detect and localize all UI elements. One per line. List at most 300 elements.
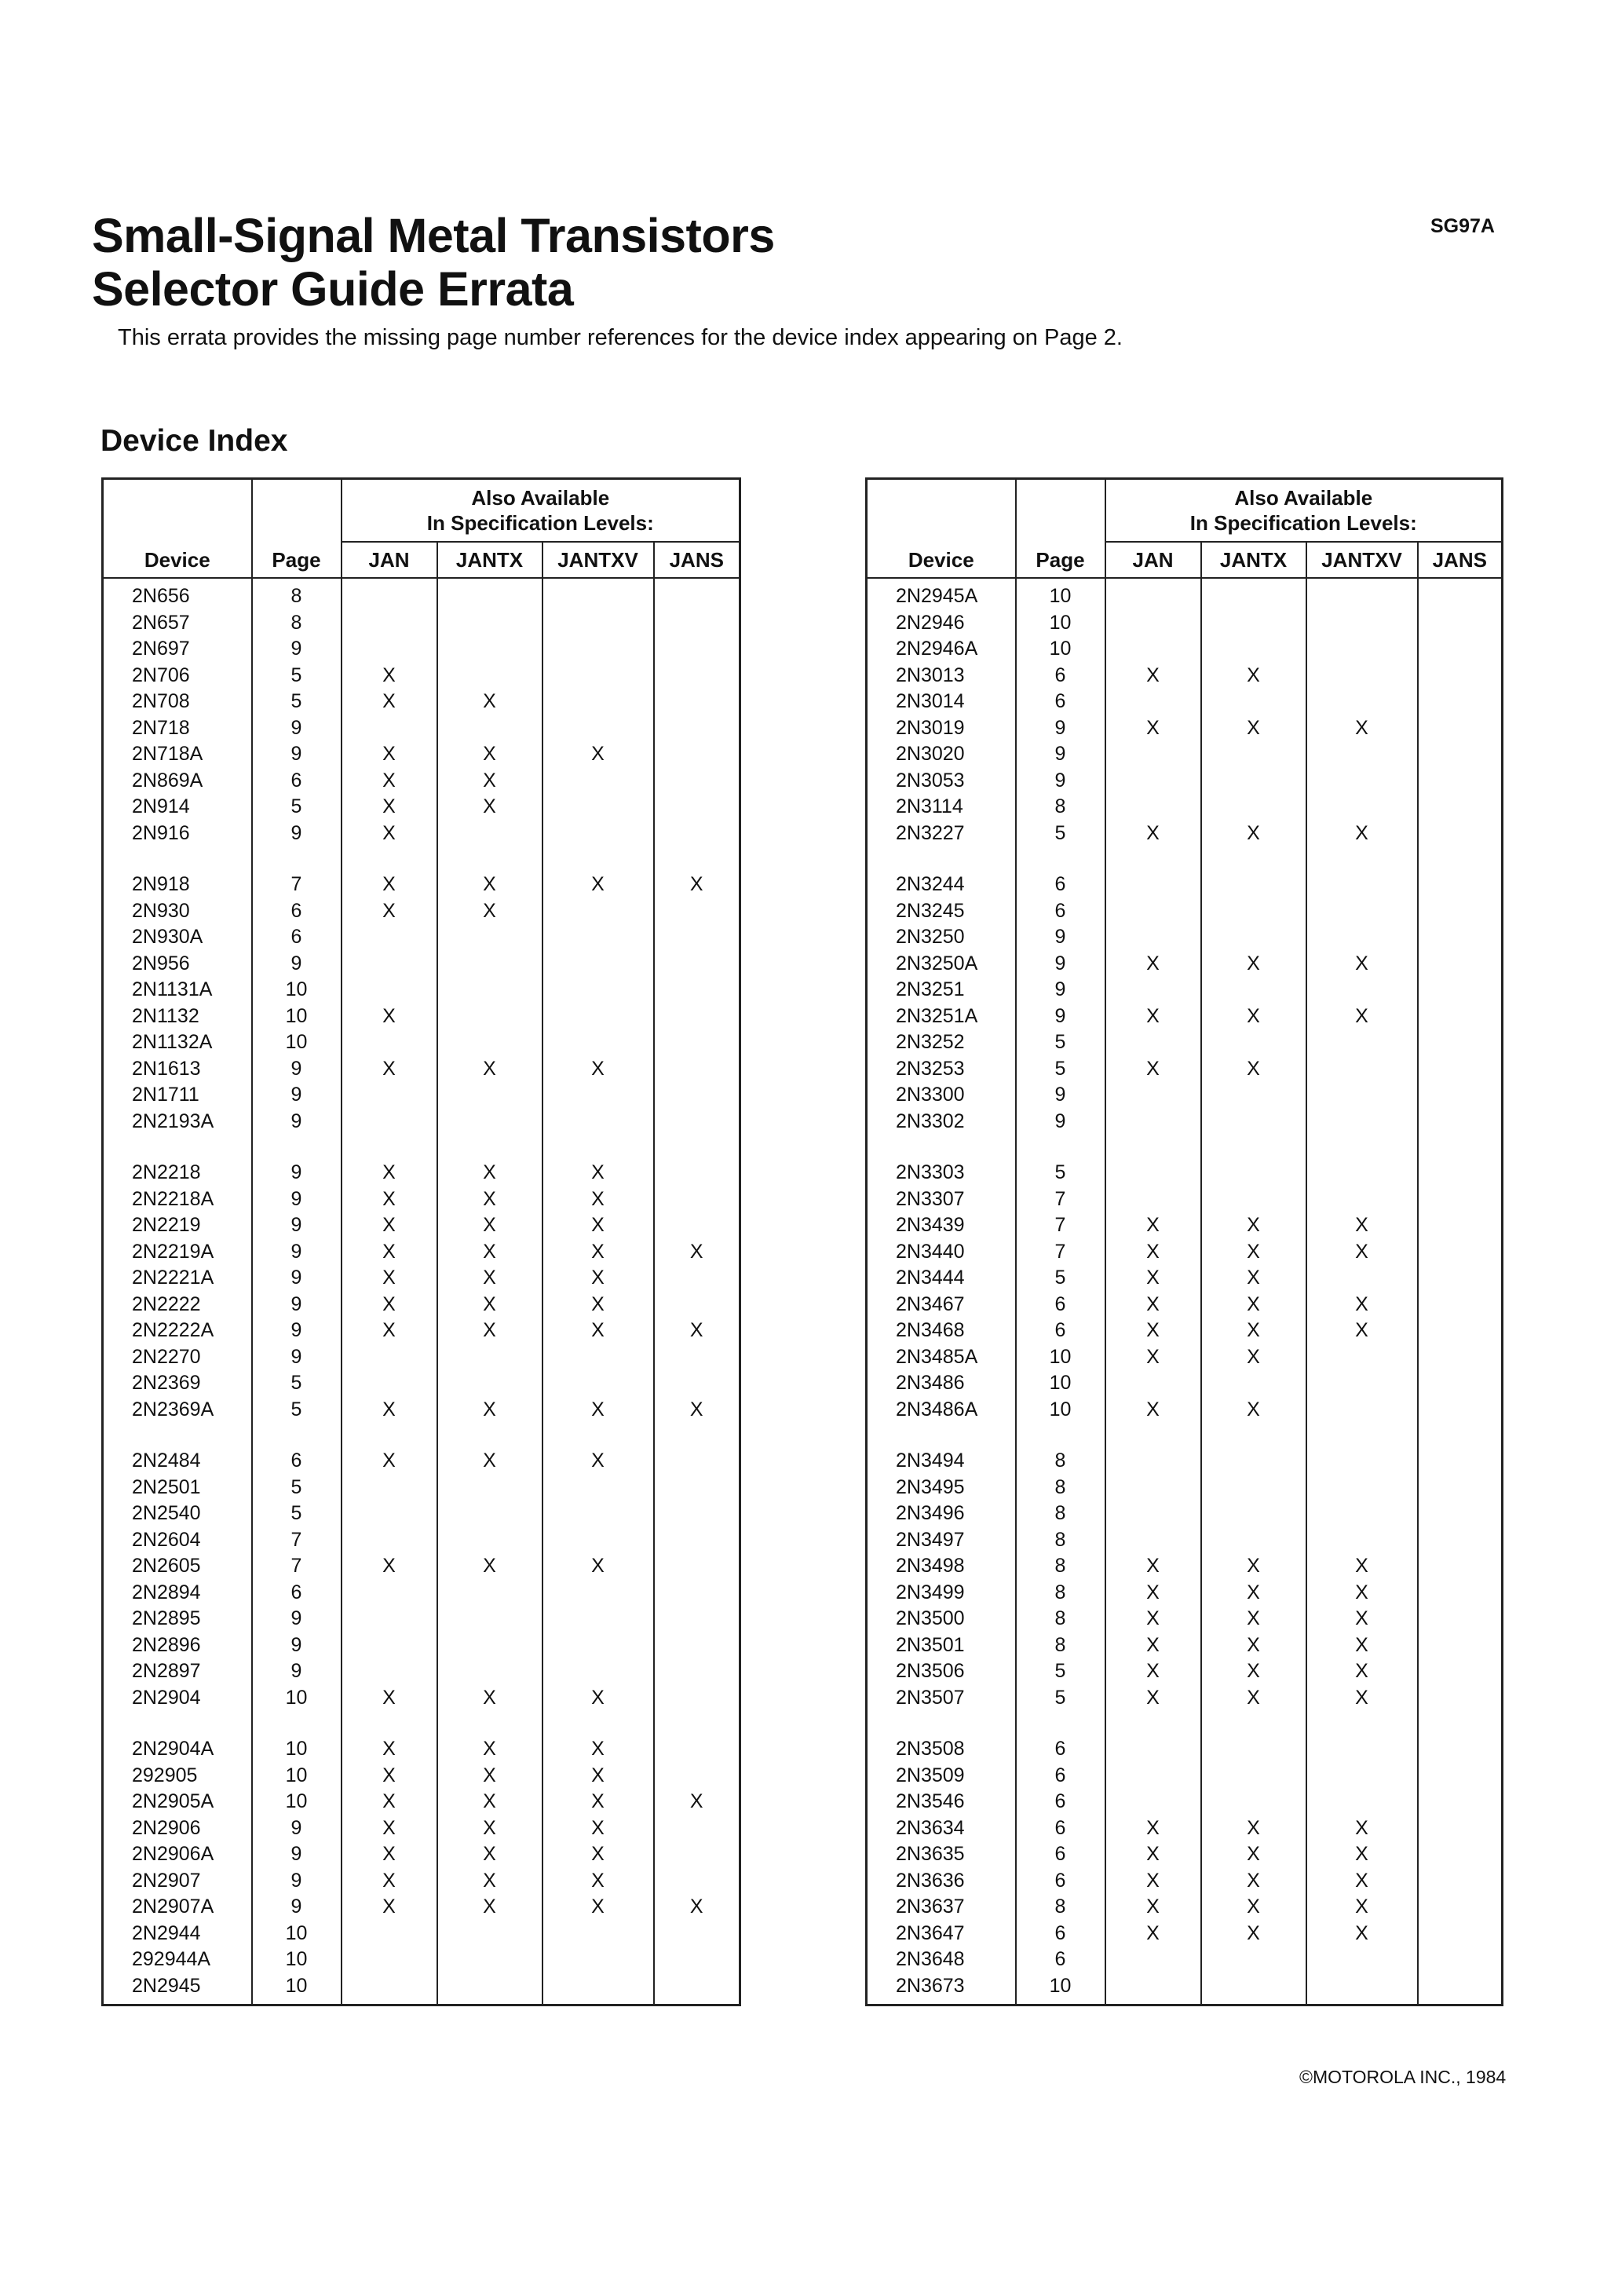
section-title: Device Index xyxy=(100,424,288,458)
jans-cell xyxy=(654,741,740,768)
jantxv-cell: X xyxy=(1306,715,1418,742)
jantx-cell: X xyxy=(1201,1841,1306,1868)
jantx-cell xyxy=(1201,1711,1306,1763)
jans-cell xyxy=(654,898,740,925)
device-cell: 2N2221A xyxy=(103,1265,252,1292)
jan-cell: X xyxy=(342,1056,437,1083)
jantxv-cell: X xyxy=(542,1056,654,1083)
jantxv-cell: X xyxy=(1306,1292,1418,1318)
jan-cell: X xyxy=(1105,1265,1201,1292)
jantx-cell xyxy=(1201,1109,1306,1135)
jantxv-cell xyxy=(542,1527,654,1554)
page-cell: 7 xyxy=(1016,1186,1105,1213)
page-cell: 6 xyxy=(252,924,342,951)
jantxv-cell xyxy=(1306,1711,1418,1763)
page-cell: 6 xyxy=(252,1580,342,1607)
jantxv-header: JANTXV xyxy=(1306,542,1418,578)
device-cell: 2N3252 xyxy=(867,1029,1016,1056)
table-row xyxy=(867,741,1503,768)
device-cell: 2N3501 xyxy=(867,1632,1016,1659)
jans-cell xyxy=(654,1265,740,1292)
table-row xyxy=(867,1135,1503,1186)
page-cell: 10 xyxy=(252,1711,342,1763)
table-row xyxy=(867,794,1503,821)
jantxv-cell: X xyxy=(542,1186,654,1213)
page-cell: 9 xyxy=(1016,741,1105,768)
jans-cell xyxy=(654,1370,740,1397)
jantxv-cell xyxy=(542,1109,654,1135)
device-index-table-right xyxy=(865,477,1503,2006)
table-row xyxy=(867,1527,1503,1554)
jantx-cell xyxy=(1201,1423,1306,1475)
device-cell: 2N3506 xyxy=(867,1658,1016,1685)
page-cell: 6 xyxy=(1016,898,1105,925)
device-cell: 2N3634 xyxy=(867,1815,1016,1842)
jans-cell xyxy=(654,1763,740,1790)
device-cell: 2N3244 xyxy=(867,846,1016,898)
jans-cell xyxy=(654,924,740,951)
page-cell: 5 xyxy=(1016,821,1105,847)
jantx-cell: X xyxy=(437,1894,542,1921)
jantxv-cell xyxy=(542,794,654,821)
jan-cell xyxy=(1105,1370,1201,1397)
page-cell: 8 xyxy=(1016,794,1105,821)
device-cell: 2N657 xyxy=(103,610,252,637)
jantxv-cell xyxy=(542,1082,654,1109)
device-cell: 2N3245 xyxy=(867,898,1016,925)
table-row xyxy=(103,1711,740,1763)
device-cell: 2N2897 xyxy=(103,1658,252,1685)
jantx-cell xyxy=(1201,846,1306,898)
jans-cell xyxy=(1418,1423,1503,1475)
jans-cell: X xyxy=(654,1397,740,1424)
table-row xyxy=(103,1292,740,1318)
jan-cell: X xyxy=(342,1423,437,1475)
jan-cell: X xyxy=(342,1292,437,1318)
jantxv-cell xyxy=(542,1475,654,1501)
jantxv-cell: X xyxy=(1306,951,1418,978)
jan-cell xyxy=(1105,1763,1201,1790)
jans-cell xyxy=(1418,1868,1503,1895)
jan-cell xyxy=(342,1973,437,2005)
page-cell: 10 xyxy=(252,1973,342,2005)
jan-cell xyxy=(1105,1082,1201,1109)
jans-cell: X xyxy=(654,1894,740,1921)
jans-cell xyxy=(1418,1135,1503,1186)
jantx-cell xyxy=(437,1527,542,1554)
table-row xyxy=(103,1397,740,1424)
device-cell: 2N2946A xyxy=(867,636,1016,663)
device-cell: 2N2218A xyxy=(103,1186,252,1213)
table-row xyxy=(867,1344,1503,1371)
jantxv-cell: X xyxy=(1306,1580,1418,1607)
jantxv-cell xyxy=(542,663,654,689)
device-cell: 2N718 xyxy=(103,715,252,742)
jantx-cell: X xyxy=(1201,1265,1306,1292)
page-cell: 10 xyxy=(252,1921,342,1947)
jan-cell xyxy=(1105,1423,1201,1475)
table-row xyxy=(103,1763,740,1790)
page-cell: 6 xyxy=(252,1423,342,1475)
jantxv-cell xyxy=(542,1501,654,1527)
page-cell: 10 xyxy=(1016,1973,1105,2005)
device-cell: 2N3494 xyxy=(867,1423,1016,1475)
device-cell: 2N3019 xyxy=(867,715,1016,742)
jantx-cell xyxy=(1201,768,1306,795)
device-cell: 2N2540 xyxy=(103,1501,252,1527)
jan-cell: X xyxy=(342,663,437,689)
jan-cell: X xyxy=(342,1789,437,1815)
device-cell: 2N2605 xyxy=(103,1553,252,1580)
jans-cell xyxy=(1418,1553,1503,1580)
table-row xyxy=(103,924,740,951)
jans-cell xyxy=(1418,1947,1503,1973)
jans-cell xyxy=(654,951,740,978)
jantxv-cell xyxy=(1306,1029,1418,1056)
table-row xyxy=(867,1632,1503,1659)
jantx-cell xyxy=(437,1501,542,1527)
jantx-cell: X xyxy=(437,689,542,715)
page-cell: 9 xyxy=(1016,715,1105,742)
device-rows-right xyxy=(867,578,1503,2005)
device-cell: 2N3013 xyxy=(867,663,1016,689)
jans-cell xyxy=(654,663,740,689)
table-row xyxy=(867,636,1503,663)
table-row xyxy=(867,1868,1503,1895)
table-row xyxy=(103,951,740,978)
page-cell: 8 xyxy=(1016,1632,1105,1659)
page-cell: 9 xyxy=(1016,977,1105,1004)
device-cell: 2N1132 xyxy=(103,1004,252,1030)
jantxv-cell: X xyxy=(542,1789,654,1815)
device-cell: 2N2906A xyxy=(103,1841,252,1868)
jans-cell xyxy=(1418,1921,1503,1947)
jan-cell: X xyxy=(1105,1632,1201,1659)
jan-cell: X xyxy=(1105,1292,1201,1318)
jantxv-cell xyxy=(1306,1397,1418,1424)
table-row xyxy=(103,1212,740,1239)
jans-cell xyxy=(654,1475,740,1501)
jans-cell xyxy=(654,1135,740,1186)
device-cell: 2N3486 xyxy=(867,1370,1016,1397)
page-cell: 10 xyxy=(1016,578,1105,610)
jan-cell: X xyxy=(1105,1606,1201,1632)
jan-cell xyxy=(1105,898,1201,925)
jans-cell xyxy=(1418,1894,1503,1921)
page-cell: 9 xyxy=(252,1212,342,1239)
jantxv-cell: X xyxy=(1306,1815,1418,1842)
page-cell: 6 xyxy=(1016,1789,1105,1815)
jans-cell xyxy=(1418,1344,1503,1371)
jans-cell xyxy=(1418,715,1503,742)
jantxv-cell: X xyxy=(1306,821,1418,847)
jans-cell xyxy=(1418,741,1503,768)
page-cell: 6 xyxy=(1016,846,1105,898)
jantxv-cell xyxy=(1306,1265,1418,1292)
jans-cell: X xyxy=(654,1239,740,1266)
table-row xyxy=(103,578,740,610)
jantxv-cell xyxy=(542,1344,654,1371)
device-cell: 2N2369A xyxy=(103,1397,252,1424)
jantx-cell: X xyxy=(437,1711,542,1763)
page-cell: 8 xyxy=(1016,1553,1105,1580)
table-row xyxy=(867,663,1503,689)
jantxv-cell xyxy=(1306,1527,1418,1554)
jantx-cell: X xyxy=(1201,1685,1306,1712)
page-cell: 7 xyxy=(252,846,342,898)
device-cell: 2N3500 xyxy=(867,1606,1016,1632)
device-cell: 2N3253 xyxy=(867,1056,1016,1083)
jans-cell xyxy=(1418,794,1503,821)
table-row xyxy=(867,715,1503,742)
jantx-cell: X xyxy=(1201,1658,1306,1685)
page-cell: 6 xyxy=(1016,1868,1105,1895)
table-row xyxy=(867,1947,1503,1973)
jans-cell xyxy=(654,1973,740,2005)
jantx-cell xyxy=(1201,578,1306,610)
page-cell: 9 xyxy=(252,1606,342,1632)
jantx-cell xyxy=(437,924,542,951)
device-cell: 2N930A xyxy=(103,924,252,951)
jans-cell xyxy=(1418,663,1503,689)
jantx-cell xyxy=(1201,977,1306,1004)
jantxv-cell xyxy=(1306,1082,1418,1109)
also-available-header xyxy=(342,479,740,543)
jan-cell: X xyxy=(1105,1580,1201,1607)
table-row xyxy=(103,741,740,768)
jans-cell xyxy=(654,1292,740,1318)
jans-cell xyxy=(654,1606,740,1632)
jan-cell: X xyxy=(1105,1397,1201,1424)
jans-cell xyxy=(1418,636,1503,663)
page-cell: 10 xyxy=(252,1029,342,1056)
table-row xyxy=(103,768,740,795)
device-cell: 2N2944 xyxy=(103,1921,252,1947)
jantx-cell: X xyxy=(1201,1580,1306,1607)
jan-cell xyxy=(1105,1109,1201,1135)
table-row xyxy=(867,821,1503,847)
jans-cell xyxy=(1418,1711,1503,1763)
jan-cell: X xyxy=(342,1239,437,1266)
jantx-header: JANTX xyxy=(437,542,542,578)
jantxv-header: JANTXV xyxy=(542,542,654,578)
table-row xyxy=(867,1789,1503,1815)
page-cell: 9 xyxy=(1016,1082,1105,1109)
jantx-cell xyxy=(1201,636,1306,663)
page-cell: 8 xyxy=(1016,1894,1105,1921)
page-cell: 6 xyxy=(1016,1318,1105,1344)
table-row xyxy=(867,768,1503,795)
page-cell: 5 xyxy=(1016,1135,1105,1186)
jantxv-cell: X xyxy=(542,1135,654,1186)
jan-cell: X xyxy=(342,821,437,847)
jantxv-cell xyxy=(542,1606,654,1632)
jan-cell xyxy=(342,636,437,663)
jantxv-cell: X xyxy=(1306,1841,1418,1868)
table-row xyxy=(103,1318,740,1344)
jan-cell: X xyxy=(1105,1344,1201,1371)
jans-cell xyxy=(654,1056,740,1083)
jantxv-cell: X xyxy=(1306,1868,1418,1895)
jantxv-cell xyxy=(1306,846,1418,898)
jan-cell: X xyxy=(1105,1318,1201,1344)
jantxv-cell xyxy=(1306,1109,1418,1135)
table-row xyxy=(103,1475,740,1501)
page-cell: 8 xyxy=(1016,1527,1105,1554)
jans-cell xyxy=(654,794,740,821)
jantx-cell: X xyxy=(1201,1894,1306,1921)
page-cell: 9 xyxy=(252,636,342,663)
jan-cell: X xyxy=(1105,1056,1201,1083)
device-cell: 2N2484 xyxy=(103,1423,252,1475)
jantx-cell xyxy=(437,1475,542,1501)
page-cell: 8 xyxy=(1016,1606,1105,1632)
jantx-cell: X xyxy=(437,1815,542,1842)
jans-cell xyxy=(1418,846,1503,898)
jantxv-cell: X xyxy=(542,1423,654,1475)
device-cell: 2N2907 xyxy=(103,1868,252,1895)
page-cell: 10 xyxy=(252,1947,342,1973)
page-cell: 9 xyxy=(252,1082,342,1109)
device-cell: 2N3300 xyxy=(867,1082,1016,1109)
device-cell: 2N3307 xyxy=(867,1186,1016,1213)
table-row xyxy=(867,1685,1503,1712)
table-row xyxy=(867,1580,1503,1607)
device-rows-left xyxy=(103,578,740,2005)
jans-cell: X xyxy=(654,1318,740,1344)
jantx-cell xyxy=(1201,1186,1306,1213)
device-cell: 2N708 xyxy=(103,689,252,715)
table-row xyxy=(867,1004,1503,1030)
page-cell: 9 xyxy=(252,1815,342,1842)
jantx-cell xyxy=(1201,1947,1306,1973)
page-cell: 10 xyxy=(1016,610,1105,637)
table-row xyxy=(103,715,740,742)
table-row xyxy=(103,1632,740,1659)
device-cell: 2N1131A xyxy=(103,977,252,1004)
table-row xyxy=(867,1553,1503,1580)
page-cell: 9 xyxy=(252,1658,342,1685)
device-cell: 2N3250A xyxy=(867,951,1016,978)
jantx-cell xyxy=(1201,924,1306,951)
jan-cell: X xyxy=(342,1265,437,1292)
device-cell: 2N3509 xyxy=(867,1763,1016,1790)
page-cell: 6 xyxy=(1016,1841,1105,1868)
jantx-cell: X xyxy=(437,1868,542,1895)
table-row xyxy=(103,1135,740,1186)
page-cell: 8 xyxy=(1016,1501,1105,1527)
jan-cell xyxy=(1105,1186,1201,1213)
page-cell: 9 xyxy=(252,1632,342,1659)
jan-cell xyxy=(1105,846,1201,898)
jantxv-cell: X xyxy=(542,1763,654,1790)
table-row xyxy=(867,578,1503,610)
table-row xyxy=(103,846,740,898)
device-cell: 2N2604 xyxy=(103,1527,252,1554)
jan-cell: X xyxy=(1105,1553,1201,1580)
device-cell: 2N3020 xyxy=(867,741,1016,768)
jantx-cell: X xyxy=(437,1397,542,1424)
jans-cell xyxy=(1418,1632,1503,1659)
jantx-cell xyxy=(437,977,542,1004)
table-row xyxy=(867,1397,1503,1424)
jantxv-cell: X xyxy=(542,1212,654,1239)
device-cell: 2N3468 xyxy=(867,1318,1016,1344)
also-available-line-2: In Specification Levels: xyxy=(426,511,654,535)
jantx-cell xyxy=(437,1947,542,1973)
jantxv-cell xyxy=(1306,1344,1418,1371)
jantx-cell: X xyxy=(437,1685,542,1712)
jan-cell xyxy=(1105,794,1201,821)
jans-cell xyxy=(654,977,740,1004)
device-cell: 2N2946 xyxy=(867,610,1016,637)
jantx-cell xyxy=(1201,1475,1306,1501)
jans-cell xyxy=(1418,578,1503,610)
jans-cell xyxy=(654,1658,740,1685)
page-cell: 10 xyxy=(252,1004,342,1030)
jantx-cell xyxy=(1201,1135,1306,1186)
jantxv-cell xyxy=(542,636,654,663)
jans-cell: X xyxy=(654,1789,740,1815)
jantx-cell xyxy=(437,1973,542,2005)
jan-cell xyxy=(1105,610,1201,637)
page-cell: 9 xyxy=(252,1894,342,1921)
jantxv-cell xyxy=(542,1004,654,1030)
device-cell: 2N930 xyxy=(103,898,252,925)
device-cell: 2N3495 xyxy=(867,1475,1016,1501)
jantxv-cell xyxy=(1306,1973,1418,2005)
intro-text: This errata provides the missing page number references for the device index appearing on Page 2. xyxy=(118,325,1123,350)
table-row xyxy=(103,1423,740,1475)
table-row xyxy=(103,1685,740,1712)
jans-cell xyxy=(1418,1292,1503,1318)
jantx-cell: X xyxy=(1201,1815,1306,1842)
jantxv-cell xyxy=(1306,578,1418,610)
jantxv-cell: X xyxy=(1306,1239,1418,1266)
table-row xyxy=(867,924,1503,951)
table-row xyxy=(867,1239,1503,1266)
jantxv-cell xyxy=(1306,663,1418,689)
device-cell: 2N3507 xyxy=(867,1685,1016,1712)
device-cell: 2N3251A xyxy=(867,1004,1016,1030)
jantx-cell: X xyxy=(437,1056,542,1083)
device-cell: 2N3497 xyxy=(867,1527,1016,1554)
jantxv-cell xyxy=(1306,1501,1418,1527)
table-row xyxy=(103,1082,740,1109)
jan-cell: X xyxy=(1105,663,1201,689)
page-header: Page xyxy=(252,479,342,579)
page-cell: 6 xyxy=(1016,1292,1105,1318)
page-cell: 9 xyxy=(1016,924,1105,951)
jantxv-cell xyxy=(1306,1056,1418,1083)
jans-cell xyxy=(1418,610,1503,637)
also-available-line-1: Also Available xyxy=(1234,486,1373,510)
jan-cell: X xyxy=(342,1397,437,1424)
device-cell: 2N2945A xyxy=(867,578,1016,610)
table-row xyxy=(867,1029,1503,1056)
page-cell: 5 xyxy=(252,1475,342,1501)
jan-cell: X xyxy=(1105,715,1201,742)
document-code: SG97A xyxy=(1430,215,1495,237)
jantxv-cell: X xyxy=(542,1894,654,1921)
table-row xyxy=(867,1423,1503,1475)
jans-cell xyxy=(1418,1789,1503,1815)
jantxv-cell: X xyxy=(1306,1894,1418,1921)
device-header: Device xyxy=(103,479,252,579)
jan-cell xyxy=(1105,1789,1201,1815)
jantx-cell xyxy=(437,1004,542,1030)
jan-cell xyxy=(1105,1501,1201,1527)
